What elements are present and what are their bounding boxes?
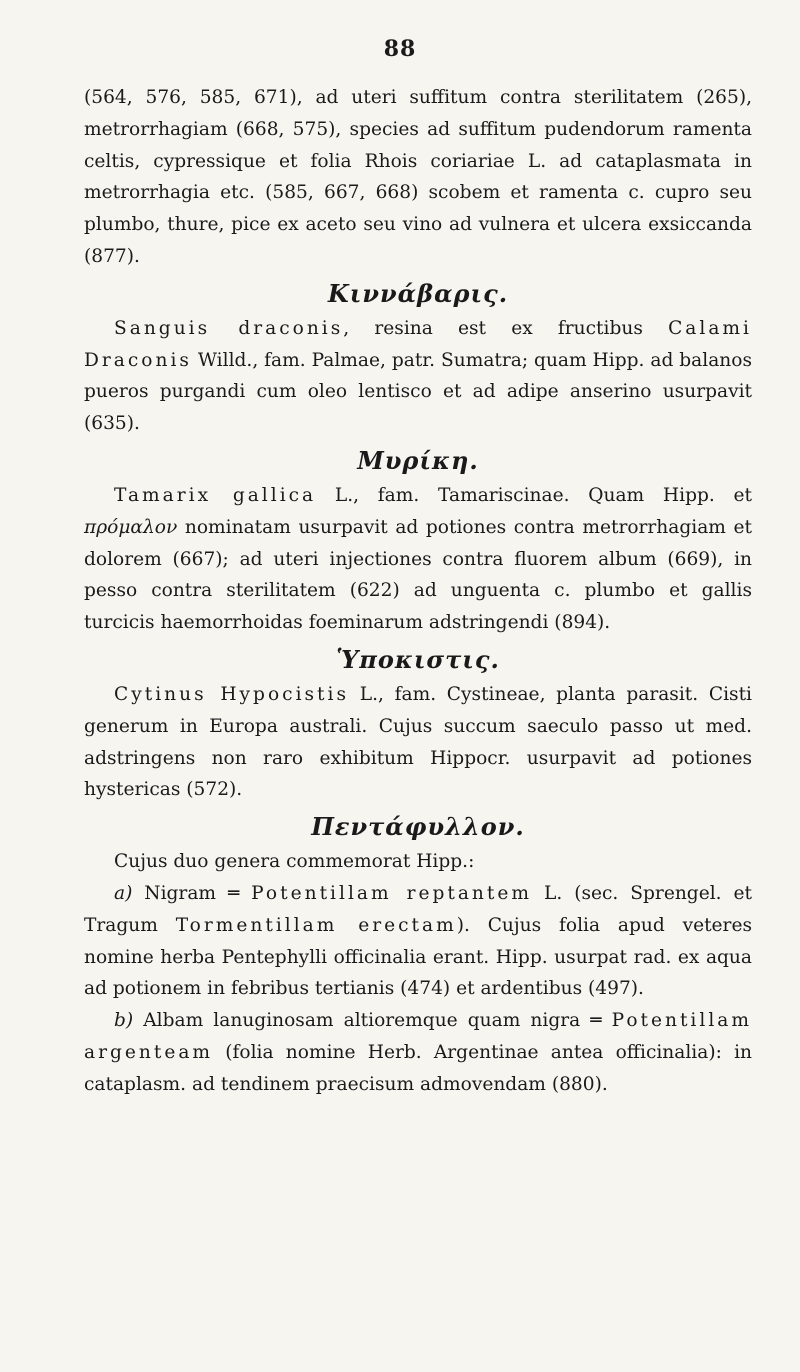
species-name: Cytinus Hypocistis <box>114 683 350 705</box>
paragraph-text: L. (sec. Sprengel. et Tragum <box>84 882 753 936</box>
paragraph-text: Albam lanuginosam altioremque quam nigra ═ <box>133 1010 612 1032</box>
list-label: a) <box>114 882 133 904</box>
species-name: Calami Draconis <box>84 317 752 371</box>
section-paragraph-hypokistis <box>84 679 752 806</box>
section-paragraph-myrike <box>84 480 752 639</box>
section-paragraph-kinnabaris <box>84 313 752 440</box>
intro-paragraph: (564, 576, 585, 671), ad uteri suffitum contra sterilitatem (265), metrorrhagiam (668, 575), species ad suffitum pudendorum ramenta celtis, cypressique et folia Rhois coriariae L. ad cataplasmata in metrorrhagia etc. (585, 667, 668) scobem et ramenta c. cupro seu plumbo, thure, pice ex aceto seu vino ad vulnera et ulcera exsiccanda (877). <box>84 87 752 267</box>
paragraph-text: Willd., fam. Palmae, patr. Sumatra; quam Hipp. ad balanos pueros purgandi cum oleo lentisco et ad adipe anserino usurpavit (635). <box>84 349 752 435</box>
section-intro-pentaphyllon: Cujus duo genera commemorat Hipp.: <box>114 851 475 873</box>
section-heading-kinnabaris: Κιννάβαρις. <box>327 278 509 308</box>
species-name: Sanguis draconis <box>114 317 344 339</box>
list-label: b) <box>114 1010 134 1032</box>
species-name: Tamarix gallica <box>114 484 317 506</box>
paragraph-text: L., fam. Tamariscinae. Quam Hipp. et <box>316 484 752 506</box>
section-heading-hypokistis: Ὑποκιστις. <box>336 644 500 674</box>
paragraph-text: L., fam. Cystineae, planta parasit. Cisti generum in Europa australi. Cujus succum saeculo passo ut med. adstringens non raro exhibitum Hippocr. usurpavit ad potiones hystericas (572). <box>84 683 753 801</box>
paragraph-text: nominatam usurpavit ad potiones contra metrorrhagiam et dolorem (667); ad uteri injectiones contra fluorem album (669), in pesso contra sterilitatem (622) ad unguenta c. plumbo et gallis turcicis haemorrhoidas foeminarum adstringendi (894). <box>84 516 752 634</box>
paragraph-text: (folia nomine Herb. Argentinae antea officinalia): in cataplasm. ad tendinem praecisum admovendam (880). <box>84 1041 752 1095</box>
paragraph-text: Nigram ═ <box>132 882 252 904</box>
list-item-b <box>84 1005 752 1100</box>
section-heading-pentaphyllon: Πεντάφυλλον. <box>311 812 525 842</box>
paragraph-text: ). Cujus folia apud veteres nomine herba Pentephylli officinalia erant. Hipp. usurpat rad. ex aqua ad potionem in febribus tertianis (474) et ardentibus (497). <box>84 914 752 1000</box>
greek-term: πρόμαλον <box>84 516 178 538</box>
species-name: Potentillam argenteam <box>84 1010 752 1063</box>
species-name: Potentillam reptantem <box>251 882 533 904</box>
section-heading-myrike: Μυρίκη. <box>357 445 479 475</box>
list-item-a <box>84 878 752 1005</box>
paragraph-text: , resina est ex fructibus <box>343 317 669 339</box>
page-body <box>84 82 752 1101</box>
species-name: Tormentillam erectam <box>175 914 457 936</box>
page-number: 88 <box>383 36 417 62</box>
